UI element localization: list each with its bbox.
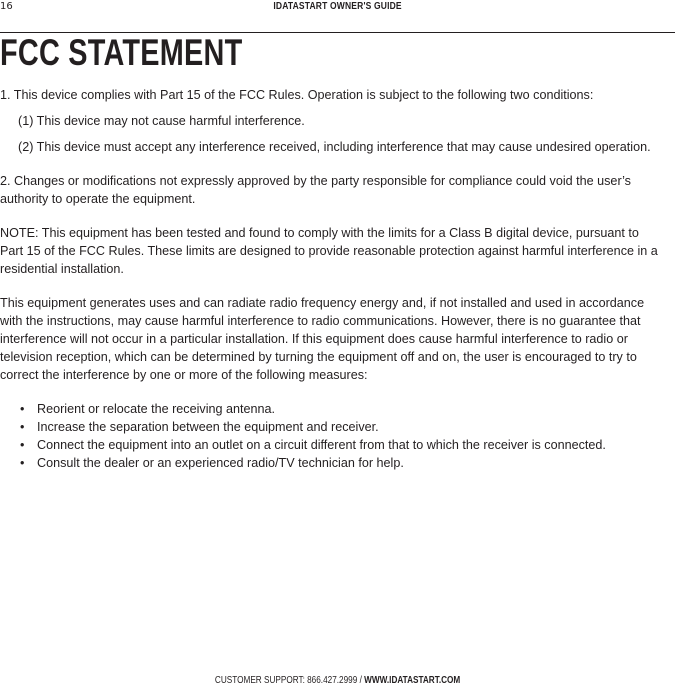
interference-paragraph: This equipment generates uses and can radiate radio frequency energy and, if not installed and used in accordance with the instructions, may cause harmful interference to radio communications. However, there is no guarantee that interference will not occur in a particular installation. If this equipment does cause harmful interference to radio or television reception, which can be determined by turning the equipment off and on, the user is encouraged to try to correct the interference by one or more of the following measures: (0, 296, 645, 382)
measures-list (0, 400, 660, 472)
bullet-icon: • (20, 420, 25, 434)
condition-1: (1) This device may not cause harmful interference. (18, 114, 305, 128)
page-header (0, 0, 675, 33)
list-item (0, 400, 660, 418)
list-item-text: Connect the equipment into an outlet on a circuit different from that to which the receiver is connected. (37, 438, 606, 452)
list-item (0, 454, 660, 472)
list-item-text: Consult the dealer or an experienced radio/TV technician for help. (37, 456, 404, 470)
page-number: 16 (0, 1, 13, 12)
condition-2: (2) This device must accept any interference received, including interference that may cause undesired operation. (18, 140, 651, 154)
section-2-paragraph: 2. Changes or modifications not expressly approved by the party responsible for compliance could void the user’s authority to operate the equipment. (0, 174, 631, 206)
list-item-text: Reorient or relocate the receiving antenna. (37, 402, 276, 416)
list-item-text: Increase the separation between the equipment and receiver. (37, 420, 379, 434)
section-1-intro: 1. This device complies with Part 15 of the FCC Rules. Operation is subject to the following two conditions: (0, 88, 594, 102)
note-paragraph: NOTE: This equipment has been tested and found to comply with the limits for a Class B digital device, pursuant to Part 15 of the FCC Rules. These limits are designed to provide reasonable protection against harmful interference in a residential installation. (0, 226, 658, 276)
support-phone: CUSTOMER SUPPORT: 866.427.2999 / (214, 675, 362, 686)
list-item (0, 436, 660, 454)
running-title: IDATASTART OWNER'S GUIDE (273, 1, 402, 12)
bullet-icon: • (20, 402, 25, 416)
document-body (0, 86, 660, 472)
bullet-icon: • (20, 456, 25, 470)
page-title: FCC STATEMENT (0, 32, 243, 73)
page-footer (61, 675, 615, 687)
list-item (0, 418, 660, 436)
bullet-icon: • (20, 438, 25, 452)
website-link[interactable]: WWW.IDATASTART.COM (364, 675, 461, 686)
